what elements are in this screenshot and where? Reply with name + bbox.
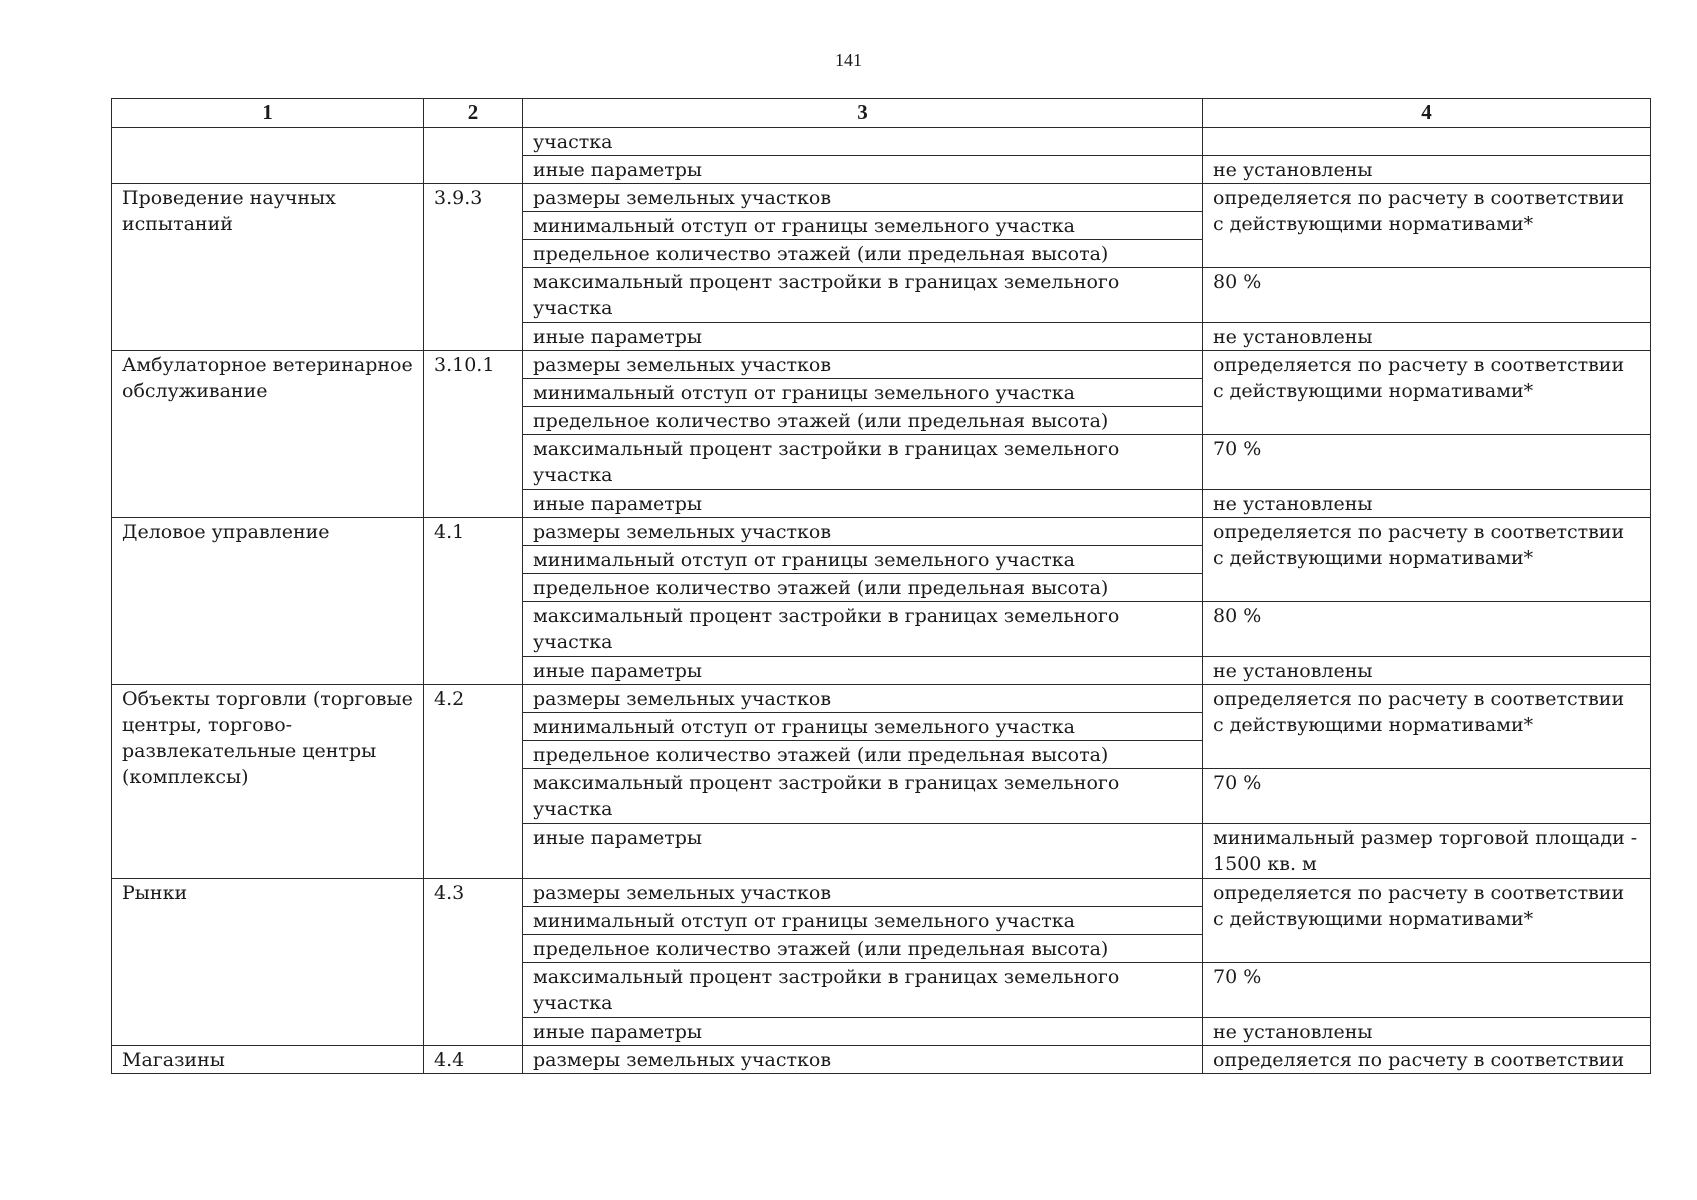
parameter-cell: иные параметры bbox=[523, 657, 1203, 685]
parameter-cell: размеры земельных участков bbox=[523, 518, 1203, 546]
use-type-cell: Объекты торговли (торговые центры, торгово-развлекательные центры (комплексы) bbox=[112, 685, 424, 879]
value-cell: 70 % bbox=[1203, 963, 1651, 1018]
code-cell: 3.9.3 bbox=[424, 184, 523, 351]
value-cell bbox=[1203, 128, 1651, 156]
table-row bbox=[112, 1046, 1651, 1074]
value-cell: не установлены bbox=[1203, 490, 1651, 518]
land-use-parameters-table bbox=[111, 98, 1651, 1074]
value-cell: 70 % bbox=[1203, 769, 1651, 824]
table-row bbox=[112, 879, 1651, 907]
parameter-cell: минимальный отступ от границы земельного участка bbox=[523, 379, 1203, 407]
value-cell: определяется по расчету в соответствии с действующими нормативами* bbox=[1203, 518, 1651, 602]
code-cell: 4.1 bbox=[424, 518, 523, 685]
parameter-cell: максимальный процент застройки в границах земельного участка bbox=[523, 963, 1203, 1018]
value-cell: не установлены bbox=[1203, 323, 1651, 351]
parameter-cell: минимальный отступ от границы земельного участка bbox=[523, 907, 1203, 935]
code-cell: 3.10.1 bbox=[424, 351, 523, 518]
parameter-cell: предельное количество этажей (или предельная высота) bbox=[523, 741, 1203, 769]
value-cell: определяется по расчету в соответствии с действующими нормативами* bbox=[1203, 184, 1651, 268]
table-row bbox=[112, 351, 1651, 379]
parameter-cell: иные параметры bbox=[523, 824, 1203, 879]
value-cell: 80 % bbox=[1203, 268, 1651, 323]
parameter-cell: размеры земельных участков bbox=[523, 351, 1203, 379]
parameter-cell: иные параметры bbox=[523, 1018, 1203, 1046]
column-header: 3 bbox=[523, 99, 1203, 128]
value-cell: не установлены bbox=[1203, 156, 1651, 184]
page-number: 141 bbox=[835, 50, 862, 70]
value-cell: 80 % bbox=[1203, 602, 1651, 657]
parameter-cell: иные параметры bbox=[523, 156, 1203, 184]
parameter-cell: предельное количество этажей (или предельная высота) bbox=[523, 407, 1203, 435]
code-cell: 4.2 bbox=[424, 685, 523, 879]
parameter-cell: размеры земельных участков bbox=[523, 685, 1203, 713]
parameter-cell: иные параметры bbox=[523, 323, 1203, 351]
code-cell: 4.3 bbox=[424, 879, 523, 1046]
value-cell: не установлены bbox=[1203, 657, 1651, 685]
code-cell bbox=[424, 128, 523, 184]
value-cell: определяется по расчету в соответствии с действующими нормативами* bbox=[1203, 685, 1651, 769]
column-header: 2 bbox=[424, 99, 523, 128]
parameter-cell: минимальный отступ от границы земельного участка bbox=[523, 713, 1203, 741]
parameter-cell: максимальный процент застройки в границах земельного участка bbox=[523, 602, 1203, 657]
parameter-cell: размеры земельных участков bbox=[523, 879, 1203, 907]
table-row bbox=[112, 184, 1651, 212]
value-cell: определяется по расчету в соответствии с действующими нормативами* bbox=[1203, 879, 1651, 963]
value-cell: минимальный размер торговой площади - 1500 кв. м bbox=[1203, 824, 1651, 879]
table-row bbox=[112, 128, 1651, 156]
code-cell: 4.4 bbox=[424, 1046, 523, 1074]
column-header: 4 bbox=[1203, 99, 1651, 128]
parameter-cell: максимальный процент застройки в границах земельного участка bbox=[523, 769, 1203, 824]
parameter-cell: предельное количество этажей (или предельная высота) bbox=[523, 240, 1203, 268]
table-row bbox=[112, 518, 1651, 546]
parameter-cell: минимальный отступ от границы земельного участка bbox=[523, 546, 1203, 574]
value-cell: не установлены bbox=[1203, 1018, 1651, 1046]
parameter-cell: участка bbox=[523, 128, 1203, 156]
header-row bbox=[112, 99, 1651, 128]
parameter-cell: предельное количество этажей (или предельная высота) bbox=[523, 935, 1203, 963]
use-type-cell bbox=[112, 128, 424, 184]
value-cell: определяется по расчету в соответствии bbox=[1203, 1046, 1651, 1074]
value-cell: 70 % bbox=[1203, 435, 1651, 490]
parameter-cell: размеры земельных участков bbox=[523, 184, 1203, 212]
use-type-cell: Деловое управление bbox=[112, 518, 424, 685]
value-cell: определяется по расчету в соответствии с действующими нормативами* bbox=[1203, 351, 1651, 435]
parameter-cell: предельное количество этажей (или предельная высота) bbox=[523, 574, 1203, 602]
parameter-cell: минимальный отступ от границы земельного участка bbox=[523, 212, 1203, 240]
parameter-cell: иные параметры bbox=[523, 490, 1203, 518]
table-row bbox=[112, 685, 1651, 713]
parameter-cell: максимальный процент застройки в границах земельного участка bbox=[523, 268, 1203, 323]
use-type-cell: Амбулаторное ветеринарное обслуживание bbox=[112, 351, 424, 518]
parameter-cell: максимальный процент застройки в границах земельного участка bbox=[523, 435, 1203, 490]
column-header: 1 bbox=[112, 99, 424, 128]
use-type-cell: Рынки bbox=[112, 879, 424, 1046]
use-type-cell: Магазины bbox=[112, 1046, 424, 1074]
use-type-cell: Проведение научных испытаний bbox=[112, 184, 424, 351]
parameter-cell: размеры земельных участков bbox=[523, 1046, 1203, 1074]
